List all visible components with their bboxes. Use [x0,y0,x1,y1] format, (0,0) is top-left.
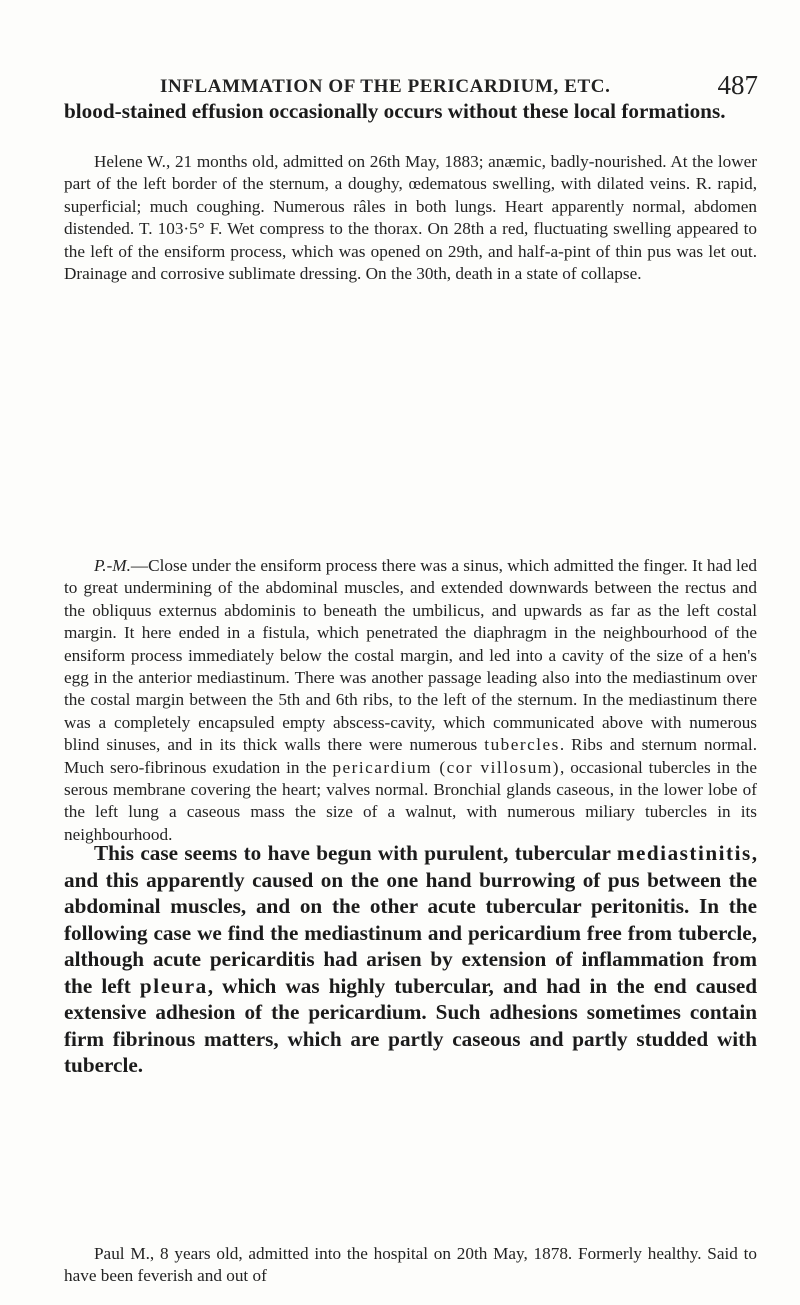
commentary-text-2: , and this apparently caused on the one hand burrowing of pus between the abdominal muscles, and on the other acute tubercular peritonitis. In the following case we find the mediastinum and pericardium free from tubercle, although acute pericarditis had arisen by extension of inflammation from the left [64,841,758,998]
page-number: 487 [717,70,758,100]
commentary-text-1: This case seems to have begun with purulent, tubercular [94,841,611,865]
term-pleura: pleura [139,973,208,998]
case-report-helene: Helene W., 21 months old, admitted on 26th May, 1883; anæmic, badly-nourished. At the lower part of the left border of the sternum, a doughy, œdematous swelling, with dilated veins. R. rapid, superficial; much coughing. Numerous râles in both lungs. Heart apparently normal, abdomen distended. T. 103·5° F. Wet compress to the thorax. On 28th a red, fluctuating swelling appeared to the left of the ensiform process, which was opened on 29th, and half-a-pint of thin pus was let out. Drainage and corrosive sublimate dressing. On the 30th, death in a state of collapse. [64,152,757,284]
post-mortem-text-3: , occasional tubercles in the serous membrane covering the heart; valves normal. Bronchial glands caseous, in the lower lobe of the left lung a caseous mass the size of a walnut, with numerous miliary tubercles in its neighbourhood. [64,757,757,844]
post-mortem-label: P.-M. [94,556,131,575]
post-mortem-findings [64,555,757,846]
commentary-text-3: , which was highly tubercular, and had in the end caused extensive adhesion of the pericardium. Such adhesions sometimes contain firm fibrinous matters, which are partly caseous and partly studded with tubercle. [64,973,758,1077]
post-mortem-text-2: . Ribs and sternum normal. Much sero-fibrinous exudation in the [64,735,757,777]
running-title: INFLAMMATION OF THE PERICARDIUM, ETC. [160,76,611,97]
paragraph-continuation: blood-stained effusion occasionally occurs without these local formations. [64,99,726,123]
term-tubercles: tubercles [484,735,560,755]
term-pericardium: pericardium (cor villosum) [332,757,560,777]
case-report-paul: Paul M., 8 years old, admitted into the hospital on 20th May, 1878. Formerly healthy. Said to have been feverish and out of [64,1244,757,1286]
commentary-paragraph [64,840,757,1079]
term-mediastinitis: mediastinitis [616,841,752,865]
post-mortem-text-1: —Close under the ensiform process there was a sinus, which admitted the finger. It had led to great undermining of the abdominal muscles, and extended downwards between the rectus and the obliquus externus abdominis to beneath the umbilicus, and upwards as far as the left costal margin. It here ended in a fistula, which penetrated the diaphragm in the neighbourhood of the ensiform process immediately below the costal margin, and led into a cavity of the size of a hen's egg in the anterior mediastinum. There was another passage leading also into the mediastinum over the costal margin between the 5th and 6th ribs, to the left of the sternum. In the mediastinum there was a completely encapsuled empty abscess-cavity, which communicated above with numerous blind sinuses, and in its thick walls there were numerous [64,556,757,755]
